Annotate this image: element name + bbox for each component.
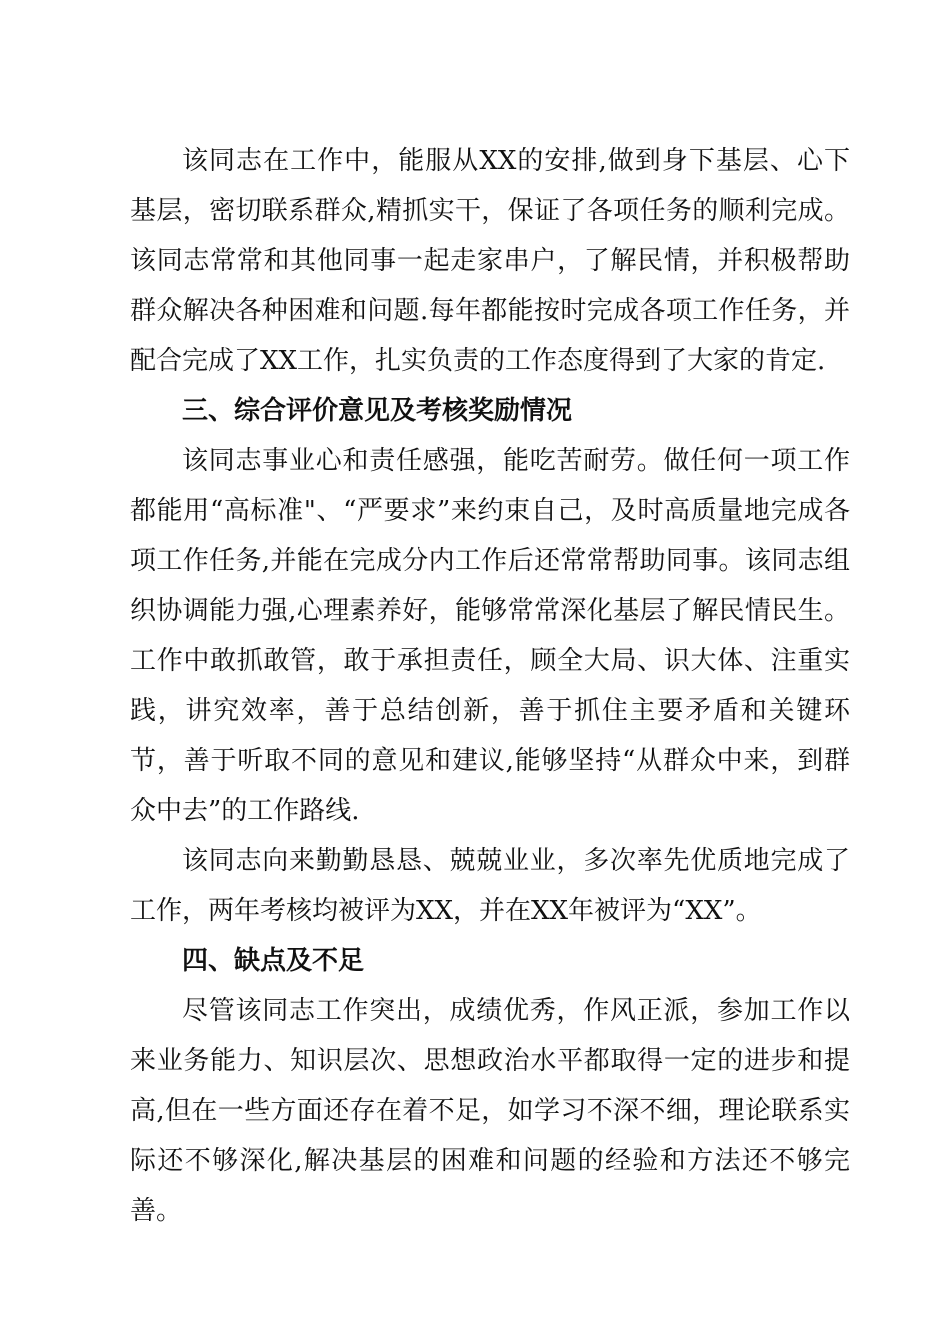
paragraph-awards: 该同志向来勤勤恳恳、兢兢业业，多次率先优质地完成了工作，两年考核均被评为XX，并在XX年被评为“XX”。 [130,846,850,926]
paragraph-work-performance: 该同志在工作中，能服从XX的安排,做到身下基层、心下基层，密切联系群众,精抓实干，保证了各项任务的顺利完成。该同志常常和其他同事一起走家串户，了解民情，并积极帮助群众解决各种困难和问题.每年都能按时完成各项工作任务，并配合完成了XX工作，扎实负责的工作态度得到了大家的肯定. [130,146,850,376]
document-body [130,136,850,1236]
paragraph-shortcomings: 尽管该同志工作突出，成绩优秀，作风正派，参加工作以来业务能力、知识层次、思想政治水平都取得一定的进步和提高,但在一些方面还存在着不足，如学习不深不细，理论联系实际还不够深化,解决基层的困难和问题的经验和方法还不够完善。 [130,996,850,1226]
paragraph-evaluation: 该同志事业心和责任感强，能吃苦耐劳。做任何一项工作都能用“高标准"、“严要求”来约束自己，及时高质量地完成各项工作任务,并能在完成分内工作后还常常帮助同事。该同志组织协调能力强,心理素养好，能够常常深化基层了解民情民生。工作中敢抓敢管，敢于承担责任，顾全大局、识大体、注重实践，讲究效率，善于总结创新，善于抓住主要矛盾和关键环节，善于听取不同的意见和建议,能够坚持“从群众中来，到群众中去”的工作路线. [130,446,850,826]
section-heading-shortcomings: 四、缺点及不足 [182,946,365,976]
section-heading-evaluation: 三、综合评价意见及考核奖励情况 [182,396,573,426]
